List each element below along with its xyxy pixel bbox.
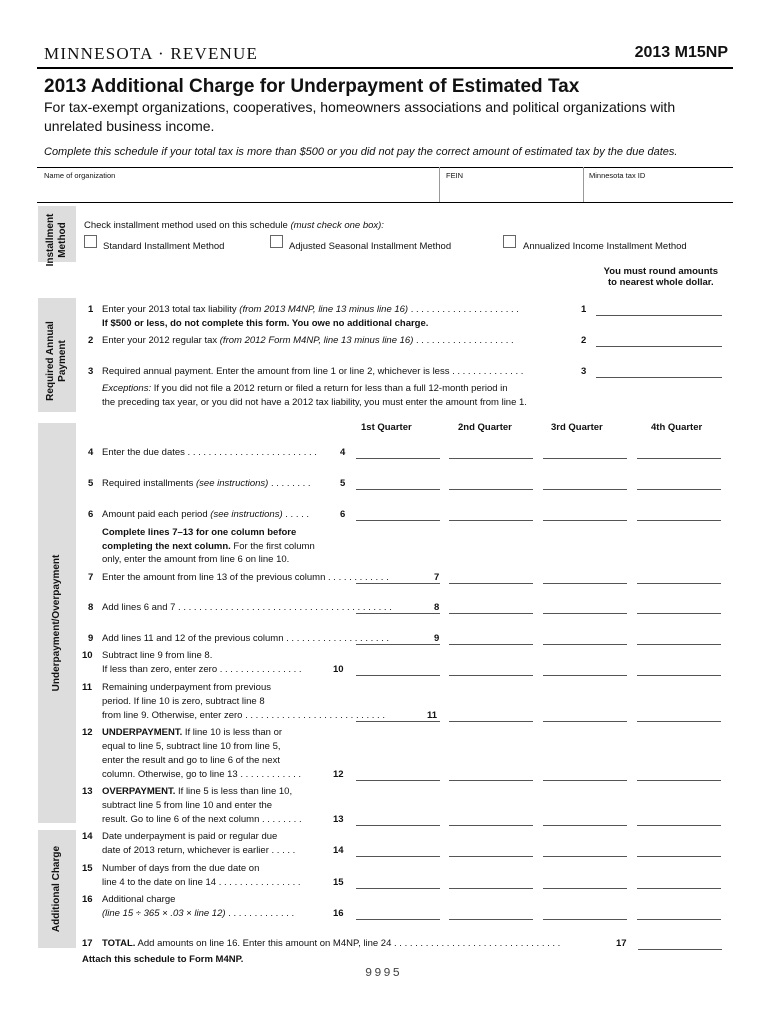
line-11-q2-field[interactable] xyxy=(449,720,533,722)
line-number: 10 xyxy=(333,664,344,675)
line-5-q4-field[interactable] xyxy=(637,488,721,490)
mn-tax-id-label: Minnesota tax ID xyxy=(589,171,646,180)
line-15-q4-field[interactable] xyxy=(637,887,721,889)
line-3-field[interactable] xyxy=(596,376,722,378)
annualized-income-checkbox[interactable] xyxy=(503,235,516,248)
fein-label: FEIN xyxy=(446,171,464,180)
line-11-text: Remaining underpayment from previous xyxy=(102,682,271,693)
line-9-q1-field[interactable] xyxy=(356,643,440,645)
section-label: Installment xyxy=(45,213,56,267)
line-number: 11 xyxy=(82,682,93,693)
line-9-q3-field[interactable] xyxy=(543,643,627,645)
line-8-q1-field[interactable] xyxy=(356,612,440,614)
header-rule xyxy=(37,67,733,69)
line-number: 6 xyxy=(340,509,346,520)
line-number: 6 xyxy=(88,509,94,520)
line-number: 14 xyxy=(82,831,93,842)
line-9-q4-field[interactable] xyxy=(637,643,721,645)
quarter-header-4: 4th Quarter xyxy=(651,422,703,433)
line-15-q3-field[interactable] xyxy=(543,887,627,889)
line-number: 16 xyxy=(333,908,344,919)
line-16-q2-field[interactable] xyxy=(449,918,533,920)
line-number: 13 xyxy=(333,814,344,825)
line-10-q4-field[interactable] xyxy=(637,674,721,676)
leader-dots: . . . . . . . . . . . . . . . . . . . xyxy=(413,335,514,346)
line-8-q2-field[interactable] xyxy=(449,612,533,614)
line-number: 1 xyxy=(88,304,94,315)
line-1-text: Enter your 2013 total tax liability xyxy=(102,304,237,315)
line-number: 4 xyxy=(88,447,94,458)
line-14-q2-field[interactable] xyxy=(449,855,533,857)
line-13-q2-field[interactable] xyxy=(449,824,533,826)
line-5-note: (see instructions) xyxy=(196,478,269,489)
underpayment-heading: UNDERPAYMENT. xyxy=(102,727,183,738)
column-instruction: completing the next column. xyxy=(102,541,231,552)
quarter-header-1: 1st Quarter xyxy=(361,422,412,433)
line-number: 5 xyxy=(340,478,346,489)
line-14-text: date of 2013 return, whichever is earlier . . . . . xyxy=(102,845,296,856)
form-id: 2013 M15NP xyxy=(634,44,728,61)
annualized-income-label: Annualized Income Installment Method xyxy=(523,241,687,252)
section-label: Method xyxy=(57,222,68,258)
line-2-text: Enter your 2012 regular tax xyxy=(102,335,218,346)
line-16-q4-field[interactable] xyxy=(637,918,721,920)
line-number: 10 xyxy=(82,650,93,661)
id-divider xyxy=(583,167,584,202)
line-12-q2-field[interactable] xyxy=(449,779,533,781)
line-number: 12 xyxy=(333,769,344,780)
line-1-field[interactable] xyxy=(596,314,722,316)
overpayment-heading: OVERPAYMENT. xyxy=(102,786,176,797)
line-17-text: Add amounts on line 16. Enter this amount on M4NP, line 24 . . . . . . . . . . . . . . . . . . . . . . . . . . . . . . . . xyxy=(135,938,561,949)
line-15-q1-field[interactable] xyxy=(356,887,440,889)
line-14-text: Date underpayment is paid or regular due xyxy=(102,831,278,842)
id-top-rule xyxy=(37,167,733,168)
line-5-text: Required installments xyxy=(102,478,194,489)
line-number: 11 xyxy=(427,710,438,721)
line-8-q3-field[interactable] xyxy=(543,612,627,614)
line-number: 4 xyxy=(340,447,346,458)
line-11-text: from line 9. Otherwise, enter zero . . . . . . . . . . . . . . . . . . . . . . . . . . . xyxy=(102,710,385,721)
section-installment-method xyxy=(38,206,76,267)
line-11-q1-field[interactable] xyxy=(356,720,440,722)
line-8-q4-field[interactable] xyxy=(637,612,721,614)
line-6-q2-field[interactable] xyxy=(449,519,533,521)
line-5-q2-field[interactable] xyxy=(449,488,533,490)
line-number: 2 xyxy=(581,335,587,346)
org-name-label: Name of organization xyxy=(44,171,116,180)
line-11-q3-field[interactable] xyxy=(543,720,627,722)
line-7-text: Enter the amount from line 13 of the previous column . . . . . . . . . . . . xyxy=(102,572,389,583)
attach-note: Attach this schedule to Form M4NP. xyxy=(82,954,244,965)
line-16-q3-field[interactable] xyxy=(543,918,627,920)
exceptions-text: If you did not file a 2012 return or filed a return for less than a full 12-month period in xyxy=(151,383,508,394)
standard-method-checkbox[interactable] xyxy=(84,235,97,248)
line-1-warning: If $500 or less, do not complete this form. You owe no additional charge. xyxy=(102,318,429,329)
section-required-payment xyxy=(38,298,76,412)
section-label: Payment xyxy=(57,340,68,382)
brand-logo: MINNESOTA · REVENUE xyxy=(44,44,259,63)
line-10-text: Subtract line 9 from line 8. xyxy=(102,650,213,661)
line-6-text: Amount paid each period xyxy=(102,509,208,520)
line-13-q4-field[interactable] xyxy=(637,824,721,826)
line-number: 17 xyxy=(616,938,627,949)
line-number: 8 xyxy=(88,602,94,613)
line-9-text: Add lines 11 and 12 of the previous column . . . . . . . . . . . . . . . . . . . . xyxy=(102,633,390,644)
line-14-q1-field[interactable] xyxy=(356,855,440,857)
line-7-q3-field[interactable] xyxy=(543,582,627,584)
line-8-text: Add lines 6 and 7 . . . . . . . . . . . . . . . . . . . . . . . . . . . . . . . . . . . . . . . . . xyxy=(102,602,392,613)
method-prompt: Check installment method used on this schedule xyxy=(84,220,288,231)
method-prompt-note: (must check one box): xyxy=(290,220,384,231)
line-2-field[interactable] xyxy=(596,345,722,347)
round-note: You must round amounts xyxy=(603,266,718,277)
leader-dots: . . . . . . . . xyxy=(268,478,311,489)
org-name-field[interactable] xyxy=(44,180,434,200)
line-15-text: Number of days from the due date on xyxy=(102,863,260,874)
line-number: 3 xyxy=(88,366,94,377)
line-number: 15 xyxy=(333,877,344,888)
line-13-q3-field[interactable] xyxy=(543,824,627,826)
line-12-q3-field[interactable] xyxy=(543,779,627,781)
line-number: 12 xyxy=(82,727,93,738)
column-instruction: For the first column xyxy=(230,541,315,552)
quarter-header-2: 2nd Quarter xyxy=(458,422,512,433)
line-13-text: subtract line 5 from line 10 and enter the xyxy=(102,800,273,811)
line-17-field[interactable] xyxy=(638,948,722,950)
line-16-formula: (line 15 ÷ 365 × .03 × line 12) xyxy=(102,908,226,919)
line-4-q4-field[interactable] xyxy=(637,457,721,459)
column-instruction: Complete lines 7–13 for one column before xyxy=(102,527,297,538)
control-number: 9995 xyxy=(365,966,402,980)
line-number: 9 xyxy=(434,633,440,644)
line-number: 5 xyxy=(88,478,94,489)
line-7-q1-field[interactable] xyxy=(356,582,440,584)
line-13-text: result. Go to line 6 of the next column . . . . . . . . xyxy=(102,814,302,825)
leader-dots: . . . . . . . . . . . . . xyxy=(225,908,295,919)
line-number: 9 xyxy=(88,633,94,644)
line-7-q4-field[interactable] xyxy=(637,582,721,584)
section-label: Additional Charge xyxy=(51,845,62,933)
line-4-q1-field[interactable] xyxy=(356,457,440,459)
line-12-q4-field[interactable] xyxy=(637,779,721,781)
line-4-q3-field[interactable] xyxy=(543,457,627,459)
adjusted-seasonal-checkbox[interactable] xyxy=(270,235,283,248)
line-10-text: If less than zero, enter zero . . . . . . . . . . . . . . . . xyxy=(102,664,302,675)
fein-field[interactable] xyxy=(444,180,578,200)
line-number: 7 xyxy=(88,572,94,583)
line-12-text: enter the result and go to line 6 of the next xyxy=(102,755,280,766)
line-10-q2-field[interactable] xyxy=(449,674,533,676)
round-note: to nearest whole dollar. xyxy=(608,277,714,288)
line-16-text: Additional charge xyxy=(102,894,176,905)
page-subtitle: For tax-exempt organizations, cooperatives, homeowners associations and political organizations with unrelated business income. xyxy=(44,99,676,134)
line-number: 15 xyxy=(82,863,93,874)
line-12-q1-field[interactable] xyxy=(356,779,440,781)
line-2-note: (from 2012 Form M4NP, line 13 minus line 16) xyxy=(219,335,414,346)
column-instruction: only, enter the amount from line 6 on line 10. xyxy=(102,554,290,565)
id-divider xyxy=(439,167,440,202)
line-14-q4-field[interactable] xyxy=(637,855,721,857)
id-bottom-rule xyxy=(37,202,733,203)
standard-method-label: Standard Installment Method xyxy=(103,241,225,252)
line-number: 2 xyxy=(88,335,94,346)
line-7-q2-field[interactable] xyxy=(449,582,533,584)
exceptions-label: Exceptions: xyxy=(102,383,152,394)
line-16-q1-field[interactable] xyxy=(356,918,440,920)
adjusted-seasonal-label: Adjusted Seasonal Installment Method xyxy=(289,241,452,252)
total-heading: TOTAL. xyxy=(102,938,136,949)
line-15-text: line 4 to the date on line 14 . . . . . . . . . . . . . . . . xyxy=(102,877,301,888)
section-label: Underpayment/Overpayment xyxy=(51,554,62,692)
line-12-text: If line 10 is less than or xyxy=(182,727,283,738)
mn-tax-id-field[interactable] xyxy=(588,180,728,200)
line-12-text: column. Otherwise, go to line 13 . . . . . . . . . . . . xyxy=(102,769,302,780)
line-number: 8 xyxy=(434,602,440,613)
instruction-note: Complete this schedule if your total tax is more than $500 or you did not pay the correct amount of estimated tax by the due dates. xyxy=(44,146,678,158)
line-6-q4-field[interactable] xyxy=(637,519,721,521)
line-13-q1-field[interactable] xyxy=(356,824,440,826)
section-additional-charge xyxy=(38,830,76,948)
section-underpayment xyxy=(38,423,76,823)
line-5-q1-field[interactable] xyxy=(356,488,440,490)
line-10-q3-field[interactable] xyxy=(543,674,627,676)
line-9-q2-field[interactable] xyxy=(449,643,533,645)
line-12-text: equal to line 5, subtract line 10 from line 5, xyxy=(102,741,281,752)
line-number: 14 xyxy=(333,845,344,856)
line-10-q1-field[interactable] xyxy=(356,674,440,676)
line-number: 17 xyxy=(82,938,93,949)
line-11-text: period. If line 10 is zero, subtract line 8 xyxy=(102,696,265,707)
line-4-q2-field[interactable] xyxy=(449,457,533,459)
line-number: 13 xyxy=(82,786,93,797)
line-5-q3-field[interactable] xyxy=(543,488,627,490)
line-13-text: If line 5 is less than line 10, xyxy=(175,786,293,797)
line-6-q3-field[interactable] xyxy=(543,519,627,521)
line-1-note: (from 2013 M4NP, line 13 minus line 16) xyxy=(239,304,409,315)
line-15-q2-field[interactable] xyxy=(449,887,533,889)
page-title: 2013 Additional Charge for Underpayment of Estimated Tax xyxy=(44,76,580,97)
section-label: Required Annual xyxy=(45,321,56,401)
line-number: 16 xyxy=(82,894,93,905)
line-4-text: Enter the due dates . . . . . . . . . . . . . . . . . . . . . . . . . xyxy=(102,447,317,458)
line-14-q3-field[interactable] xyxy=(543,855,627,857)
line-number: 7 xyxy=(434,572,440,583)
line-number: 1 xyxy=(581,304,587,315)
line-6-q1-field[interactable] xyxy=(356,519,440,521)
leader-dots: . . . . . . . . . . . . . . . . . . . . . xyxy=(408,304,519,315)
line-6-note: (see instructions) xyxy=(210,509,283,520)
leader-dots: . . . . . xyxy=(282,509,310,520)
line-number: 3 xyxy=(581,366,587,377)
line-3-text: Required annual payment. Enter the amount from line 1 or line 2, whichever is less . . . . . . . . . . . . . . xyxy=(102,366,524,377)
line-11-q4-field[interactable] xyxy=(637,720,721,722)
exceptions-text: the preceding tax year, or you did not have a 2012 tax liability, you must enter the amount from line 1. xyxy=(102,397,527,408)
quarter-header-3: 3rd Quarter xyxy=(551,422,603,433)
